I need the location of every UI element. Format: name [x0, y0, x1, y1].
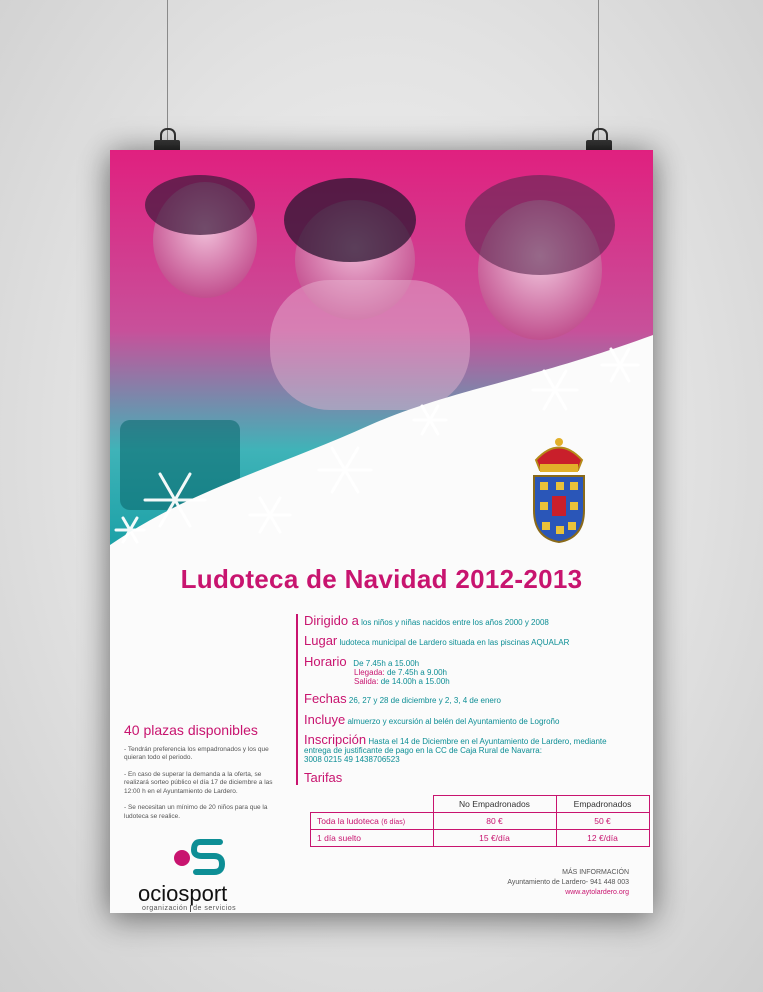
hanging-wire-right	[598, 0, 599, 140]
dirigido-text: los niños y niñas nacidos entre los años 2000 y 2008	[361, 618, 549, 627]
header-no-empadronados: No Empadronados	[433, 796, 556, 813]
horario-row	[304, 655, 644, 669]
contact-url: www.aytolardero.org	[565, 888, 629, 896]
incluye-row	[304, 713, 644, 727]
salida-text: de 14.00h a 15.00h	[380, 676, 450, 686]
tarifas-label: Tarifas	[304, 769, 343, 785]
inscripcion-text1: Hasta el 14 de Diciembre en el Ayuntamiento de Lardero, mediante	[368, 737, 607, 747]
tarifas-row	[304, 771, 644, 785]
incluye-text: almuerzo y excursión al belén del Ayuntamiento de Logroño	[347, 716, 560, 726]
plazas-block	[124, 722, 284, 829]
plazas-note: - Se necesitan un mínimo de 20 niños para que la ludoteca se realice.	[124, 804, 268, 820]
logo-wordmark: ociosport	[138, 881, 228, 906]
plazas-note: - En caso de superar la demanda a la oferta, se realizará sorteo público el día 17 de diciembre a las 12:00 h en el Ayuntamiento de Lardero.	[124, 770, 273, 795]
llegada-text: de 7.45h a 9.00h	[386, 667, 447, 677]
lugar-text: ludoteca municipal de Lardero situada en las piscinas AQUALAR	[339, 638, 570, 648]
inscripcion-label: Inscripción	[304, 732, 367, 748]
fechas-label: Fechas	[304, 691, 347, 707]
poster	[110, 150, 653, 913]
table-row	[311, 830, 650, 847]
contact-heading: MÁS INFORMACIÓN	[562, 869, 629, 876]
coat-of-arms-icon	[526, 430, 592, 545]
horario-line1: De 7.45h a 15.00h	[353, 658, 420, 668]
inscripcion-text2: entrega de justificante de pago en la CC de Caja Rural de Navarra:	[304, 746, 542, 756]
plazas-title: 40 plazas disponibles	[124, 722, 258, 738]
horario-label: Horario	[304, 653, 347, 669]
row-note: (6 días)	[381, 819, 406, 826]
row-emp-value: 50 €	[556, 813, 649, 830]
salida-row	[304, 678, 644, 687]
plazas-note: - Tendrán preferencia los empadronados y los que quieran todo el periodo.	[124, 746, 269, 762]
ociosport-mark-icon	[172, 838, 232, 876]
info-block	[296, 614, 644, 785]
dirigido-row	[304, 614, 644, 628]
incluye-label: Incluye	[304, 711, 346, 727]
hanging-wire-left	[167, 0, 168, 140]
inscripcion-row	[304, 733, 644, 747]
contact-block	[507, 868, 629, 897]
table-row	[311, 813, 650, 830]
salida-label: Salida:	[354, 676, 379, 686]
fechas-text: 26, 27 y 28 de diciembre y 2, 3, 4 de enero	[348, 696, 501, 706]
fechas-row	[304, 692, 644, 706]
poster-title: Ludoteca de Navidad 2012-2013	[180, 564, 583, 594]
logo-tagline: organización de servicios	[142, 905, 237, 912]
table-header-row	[311, 796, 650, 813]
dirigido-label: Dirigido a	[304, 613, 359, 628]
row-no-emp-value: 80 €	[433, 813, 556, 830]
row-name: 1 día suelto	[311, 830, 434, 847]
row-emp-value: 12 €/día	[556, 830, 649, 847]
lugar-row	[304, 634, 644, 648]
inscripcion-account: 3008 0215 49 1438706523	[304, 755, 400, 765]
row-no-emp-value: 15 €/día	[433, 830, 556, 847]
lugar-label: Lugar	[304, 633, 338, 649]
contact-line: Ayuntamiento de Lardero- 941 448 003	[507, 878, 629, 886]
row-name: Toda la ludoteca (6 días)	[311, 813, 434, 830]
ociosport-logo	[138, 838, 298, 912]
tarifas-table	[310, 795, 650, 847]
llegada-label: Llegada:	[354, 667, 385, 677]
header-empadronados: Empadronados	[556, 796, 649, 813]
